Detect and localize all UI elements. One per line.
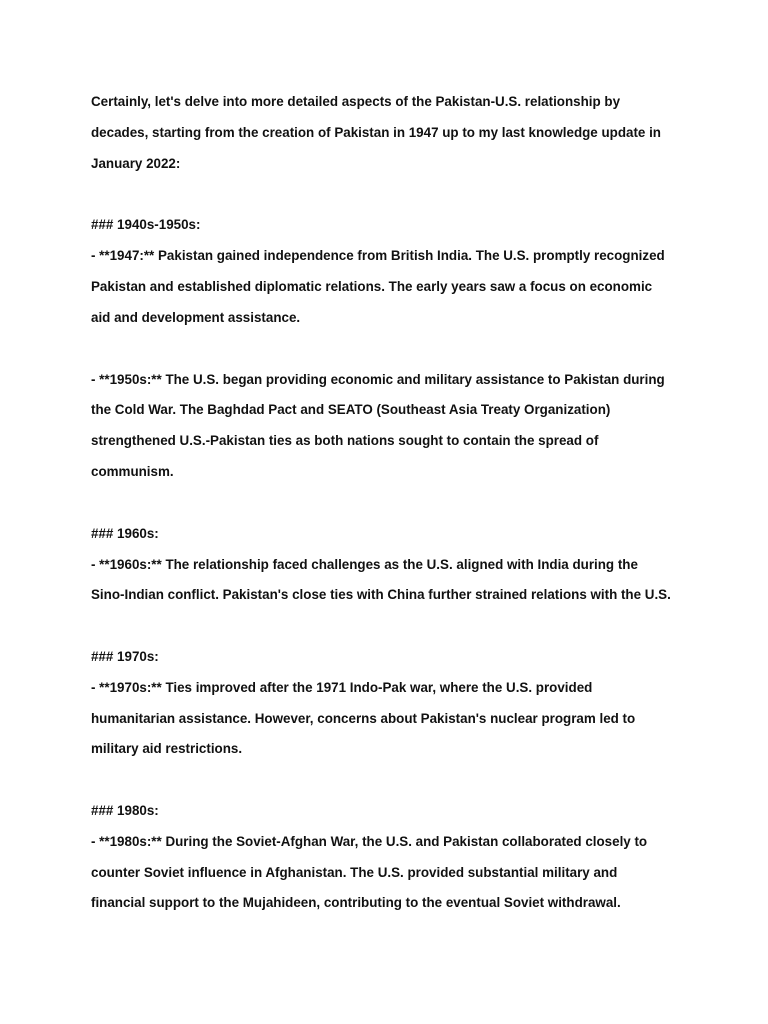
item-1950s-line-1: - **1950s:** The U.S. began providing economic and military assistance to Pakistan during xyxy=(91,372,665,387)
item-1947-line-3: aid and development assistance. xyxy=(91,310,301,325)
intro-line-2: decades, starting from the creation of Pakistan in 1947 up to my last knowledge update in xyxy=(91,125,661,140)
item-1960s-line-2: Sino-Indian conflict. Pakistan's close ties with China further strained relations with the U.S. xyxy=(91,587,671,602)
item-1950s-line-3: strengthened U.S.-Pakistan ties as both nations sought to contain the spread of xyxy=(91,433,599,448)
item-1960s-line-1: - **1960s:** The relationship faced challenges as the U.S. aligned with India during the xyxy=(91,557,638,572)
item-1950s-line-4: communism. xyxy=(91,464,174,479)
item-1980s-line-2: counter Soviet influence in Afghanistan. The U.S. provided substantial military and xyxy=(91,865,618,880)
item-1970s-line-3: military aid restrictions. xyxy=(91,741,243,756)
item-1980s-line-1: - **1980s:** During the Soviet-Afghan War, the U.S. and Pakistan collaborated closely to xyxy=(91,834,648,849)
intro-line-3: January 2022: xyxy=(91,156,181,171)
heading-1940s-1950s: ### 1940s-1950s: xyxy=(91,217,201,232)
heading-1980s: ### 1980s: xyxy=(91,803,159,818)
heading-1960s: ### 1960s: xyxy=(91,526,159,541)
item-1947-line-1: - **1947:** Pakistan gained independence from British India. The U.S. promptly recognized xyxy=(91,248,665,263)
item-1970s-line-2: humanitarian assistance. However, concerns about Pakistan's nuclear program led to xyxy=(91,711,636,726)
item-1980s-line-3: financial support to the Mujahideen, contributing to the eventual Soviet withdrawal. xyxy=(91,895,621,910)
intro-line-1: Certainly, let's delve into more detailed aspects of the Pakistan-U.S. relationship by xyxy=(91,94,621,109)
item-1970s-line-1: - **1970s:** Ties improved after the 1971 Indo-Pak war, where the U.S. provided xyxy=(91,680,593,695)
heading-1970s: ### 1970s: xyxy=(91,649,159,664)
item-1950s-line-2: the Cold War. The Baghdad Pact and SEATO (Southeast Asia Treaty Organization) xyxy=(91,402,611,417)
item-1947-line-2: Pakistan and established diplomatic relations. The early years saw a focus on economic xyxy=(91,279,653,294)
